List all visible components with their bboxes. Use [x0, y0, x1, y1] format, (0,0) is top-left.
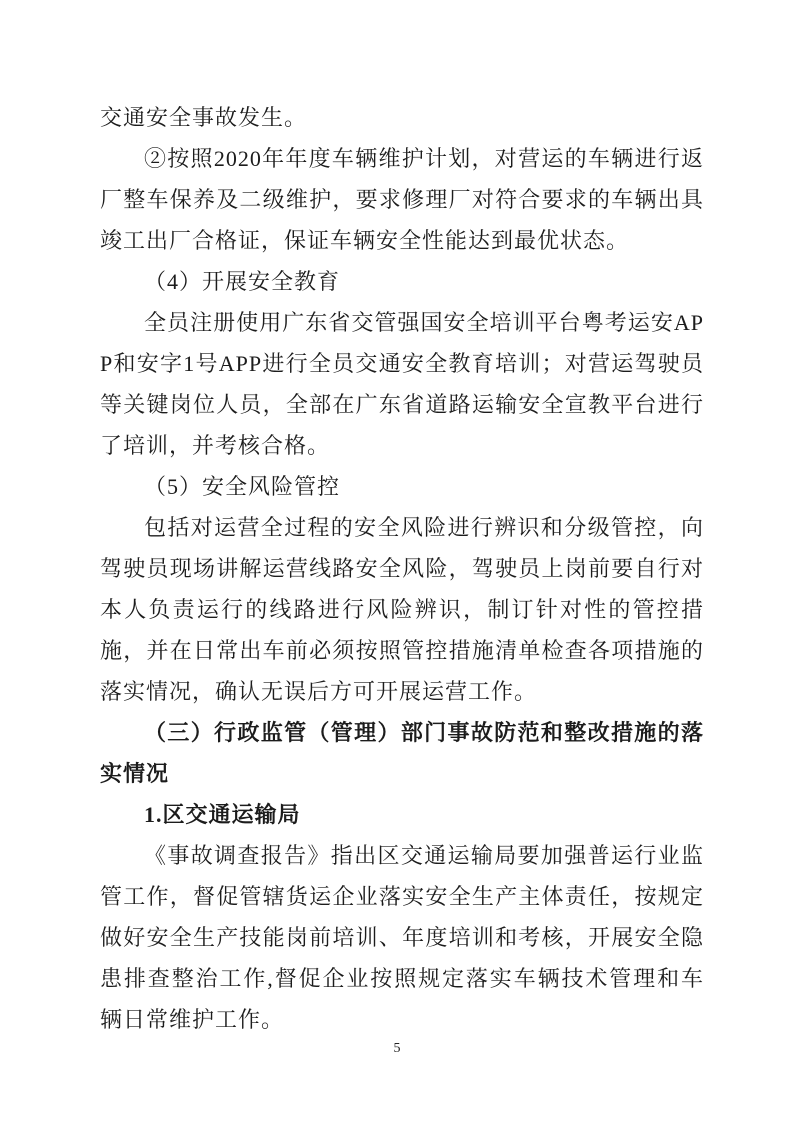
body-paragraph: 交通安全事故发生。	[100, 105, 308, 130]
heading-paragraph: （三）行政监管（管理）部门事故防范和整改措施的落实情况	[100, 720, 704, 786]
page-number: 5	[393, 1041, 401, 1056]
body-paragraph: 《事故调查报告》指出区交通运输局要加强普运行业监管工作，督促管辖货运企业落实安全生产主体责任，按规定做好安全生产技能岗前培训、年度培训和考核，开展安全隐患排查整治工作,督促企业按照规定落实车辆技术管理和车辆日常维护工作。	[100, 843, 704, 1032]
body-paragraph: 包括对运营全过程的安全风险进行辨识和分级管控，向驾驶员现场讲解运营线路安全风险，驾驶员上岗前要自行对本人负责运行的线路进行风险辨识，制订针对性的管控措施，并在日常出车前必须按照管控措施清单检查各项措施的落实情况，确认无误后方可开展运营工作。	[100, 515, 704, 704]
body-paragraph: ②按照2020年年度车辆维护计划，对营运的车辆进行返厂整车保养及二级维护，要求修理厂对符合要求的车辆出具竣工出厂合格证，保证车辆安全性能达到最优状态。	[100, 146, 704, 253]
body-paragraph: （4）开展安全教育	[144, 269, 341, 294]
body-paragraph: （5）安全风险管控	[144, 474, 341, 499]
heading-paragraph: 1.区交通运输局	[144, 802, 301, 827]
body-paragraph: 全员注册使用广东省交管强国安全培训平台粤考运安APP和安字1号APP进行全员交通安全教育培训；对营运驾驶员等关键岗位人员，全部在广东省道路运输安全宣教平台进行了培训，并考核合格。	[100, 310, 704, 458]
document-body	[100, 97, 704, 1040]
